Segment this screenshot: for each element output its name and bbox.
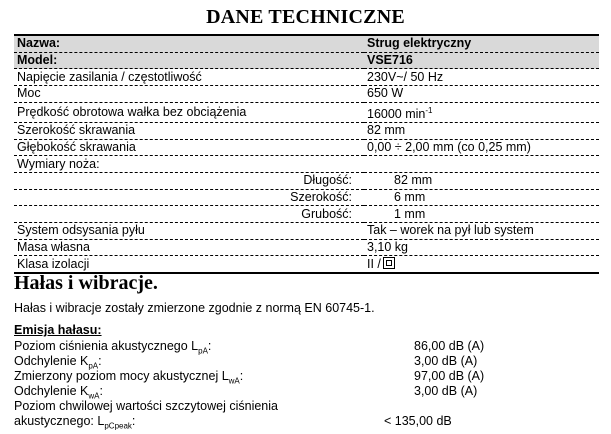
blade-sub-value: 82 mm xyxy=(364,172,599,189)
spec-value: 82 mm xyxy=(364,122,599,139)
model-value: VSE716 xyxy=(364,52,599,69)
noise-value: 3,00 dB (A) xyxy=(414,354,478,368)
blade-sub-value: 6 mm xyxy=(364,189,599,206)
spec-value: 650 W xyxy=(364,86,599,103)
spec-label: Masa własna xyxy=(14,239,364,256)
peak-label-line2: akustycznego: L xyxy=(14,414,105,428)
insulation-class-text: II / xyxy=(367,256,381,271)
blade-sub-label: Długość: xyxy=(14,172,364,189)
blade-label: Wymiary noża: xyxy=(14,156,364,173)
spec-value: Tak – worek na pył lub system xyxy=(364,223,599,240)
noise-value: 3,00 dB (A) xyxy=(414,384,478,398)
table-row xyxy=(14,69,599,86)
spec-table xyxy=(14,34,599,274)
noise-heading: Hałas i wibracje. xyxy=(14,272,158,294)
list-item xyxy=(14,384,599,399)
table-row xyxy=(14,52,599,69)
spec-label: System odsysania pyłu xyxy=(14,223,364,240)
table-row xyxy=(14,35,599,52)
blade-sub-value: 1 mm xyxy=(364,206,599,223)
table-row xyxy=(14,139,599,156)
noise-sub: wA xyxy=(228,376,240,386)
blade-sub-label: Grubość: xyxy=(14,206,364,223)
name-label: Nazwa: xyxy=(14,35,364,52)
speed-value: 16000 min xyxy=(367,106,426,121)
spec-label: Napięcie zasilania / częstotliwość xyxy=(14,69,364,86)
spec-label: Moc xyxy=(14,86,364,103)
list-item xyxy=(14,339,599,354)
emission-heading: Emisja hałasu: xyxy=(14,323,102,337)
table-row xyxy=(14,172,599,189)
noise-intro: Hałas i wibracje zostały zmierzone zgodnie z normą EN 60745-1. xyxy=(14,301,375,315)
table-row xyxy=(14,256,599,273)
model-label: Model: xyxy=(14,52,364,69)
table-row xyxy=(14,206,599,223)
spec-value xyxy=(364,102,599,122)
noise-value: 97,00 dB (A) xyxy=(414,369,485,383)
peak-suffix: : xyxy=(131,414,136,428)
noise-suffix: : xyxy=(239,369,244,383)
peak-sub: pCpeak xyxy=(104,421,132,431)
insulation-value xyxy=(364,256,599,273)
noise-suffix: : xyxy=(98,354,102,368)
noise-label: Zmierzony poziom mocy akustycznej L xyxy=(14,369,229,383)
noise-suffix: : xyxy=(207,339,212,353)
table-row xyxy=(14,86,599,103)
page-title: DANE TECHNICZNE xyxy=(206,6,405,28)
spec-value: 230V~/ 50 Hz xyxy=(364,69,599,86)
spec-label: Szerokość skrawania xyxy=(14,122,364,139)
noise-label: Poziom ciśnienia akustycznego L xyxy=(14,339,199,353)
list-item xyxy=(14,414,599,429)
spec-value: 0,00 ÷ 2,00 mm (co 0,25 mm) xyxy=(364,139,599,156)
peak-label-line1: Poziom chwilowej wartości szczytowej ciśnienia xyxy=(14,399,278,413)
table-row xyxy=(14,122,599,139)
noise-value: 86,00 dB (A) xyxy=(414,339,485,353)
table-row xyxy=(14,223,599,240)
noise-list xyxy=(14,339,599,429)
peak-value: < 135,00 dB xyxy=(384,414,452,428)
table-row xyxy=(14,239,599,256)
blade-sub-label: Szerokość: xyxy=(14,189,364,206)
table-row xyxy=(14,189,599,206)
noise-sub: pA xyxy=(198,346,208,356)
noise-label: Odchylenie K xyxy=(14,354,89,368)
spec-label: Prędkość obrotowa wałka bez obciążenia xyxy=(14,102,364,122)
list-item xyxy=(14,369,599,384)
noise-suffix: : xyxy=(99,384,103,398)
name-value: Strug elektryczny xyxy=(364,35,599,52)
spec-label: Głębokość skrawania xyxy=(14,139,364,156)
noise-sub: pA xyxy=(88,361,99,371)
table-row xyxy=(14,102,599,122)
table-row xyxy=(14,156,599,173)
noise-label: Odchylenie K xyxy=(14,384,89,398)
double-insulation-icon xyxy=(383,257,395,269)
list-item xyxy=(14,354,599,369)
noise-sub: wA xyxy=(88,391,100,401)
spec-value: 3,10 kg xyxy=(364,239,599,256)
speed-exponent: -1 xyxy=(425,105,433,115)
insulation-label: Klasa izolacji xyxy=(14,256,364,273)
list-item xyxy=(14,399,599,414)
